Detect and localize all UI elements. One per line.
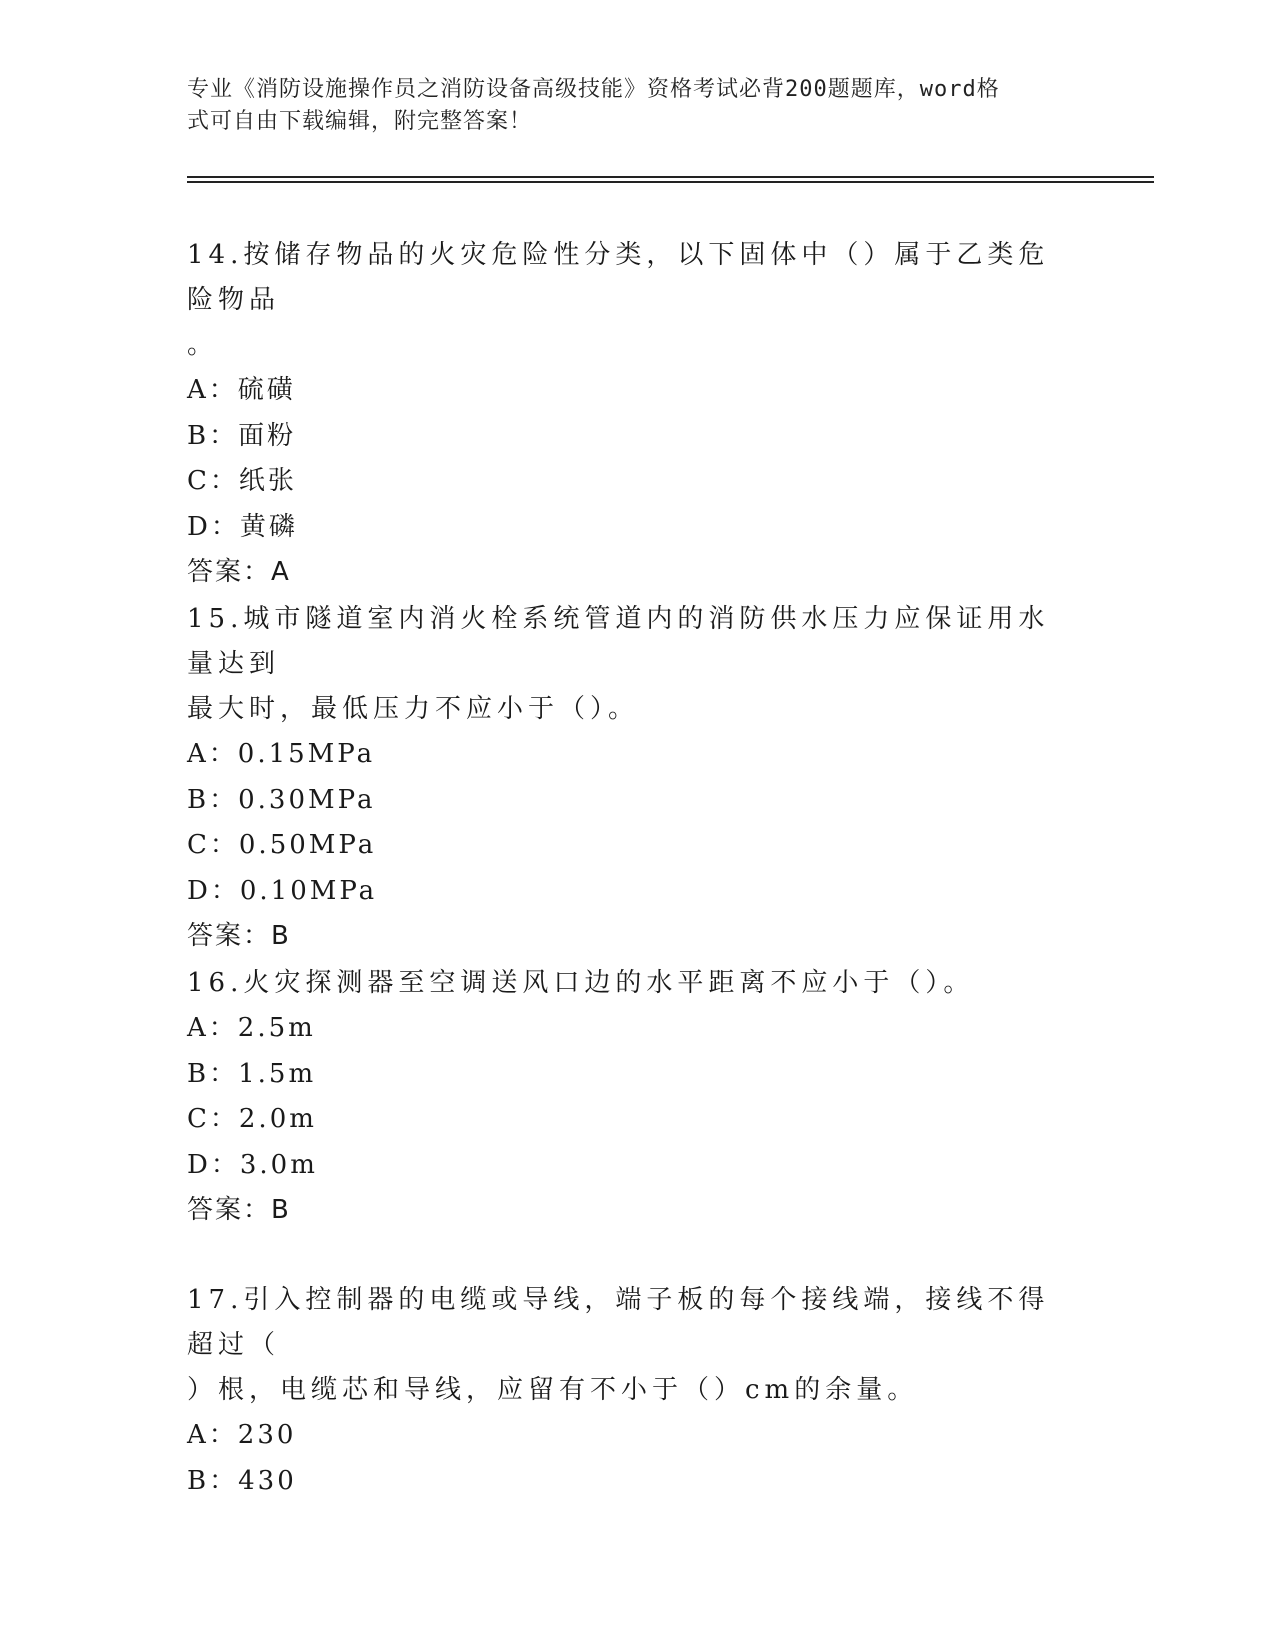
option-a: A：0.15MPa	[187, 739, 376, 769]
question-stem-line-1: 17.引入控制器的电缆或导线，端子板的每个接线端，接线不得超过（	[187, 1285, 1050, 1360]
answer: 答案：B	[187, 921, 291, 951]
option-c: C：纸张	[187, 466, 297, 496]
question-stem-line-1: 16.火灾探测器至空调送风口边的水平距离不应小于（）。	[187, 968, 975, 998]
question-stem-line-2: 。	[187, 330, 219, 360]
question-17	[187, 1278, 1067, 1504]
question-14	[187, 233, 1067, 595]
question-stem	[187, 233, 1067, 368]
option-b: B：面粉	[187, 420, 297, 451]
question-stem-line-1: 14.按储存物品的火灾危险性分类，以下固体中（）属于乙类危险物品	[187, 240, 1050, 315]
header-rule-bottom	[187, 181, 1154, 183]
option-c: C：0.50MPa	[187, 830, 377, 860]
option-d: D：3.0m	[187, 1149, 318, 1180]
question-stem	[187, 597, 1067, 732]
question-stem	[187, 961, 1067, 1006]
option-d: D：黄磷	[187, 511, 298, 542]
question-15	[187, 597, 1067, 959]
header-rule-top	[187, 176, 1154, 178]
header-line-2: 式可自由下载编辑，附完整答案！	[187, 109, 533, 134]
answer: 答案：B	[187, 1195, 291, 1225]
header-line-1: 专业《消防设施操作员之消防设备高级技能》资格考试必背200题题库，word格	[187, 77, 1000, 102]
question-stem-line-2: ）根，电缆芯和导线，应留有不小于（）cm的余量。	[187, 1375, 919, 1405]
question-stem	[187, 1278, 1067, 1413]
option-a: A：2.5m	[187, 1013, 316, 1043]
option-a: A：230	[187, 1420, 297, 1450]
answer: 答案：A	[187, 557, 291, 587]
option-c: C：2.0m	[187, 1104, 317, 1134]
question-stem-line-2: 最大时，最低压力不应小于（）。	[187, 694, 640, 724]
question-16	[187, 961, 1067, 1233]
option-b: B：0.30MPa	[187, 784, 376, 815]
option-b: B：430	[187, 1465, 297, 1496]
option-d: D：0.10MPa	[187, 875, 378, 906]
question-stem-line-1: 15.城市隧道室内消火栓系统管道内的消防供水压力应保证用水量达到	[187, 604, 1050, 679]
document-header	[187, 74, 1067, 138]
option-b: B：1.5m	[187, 1058, 317, 1089]
option-a: A：硫磺	[187, 375, 296, 405]
